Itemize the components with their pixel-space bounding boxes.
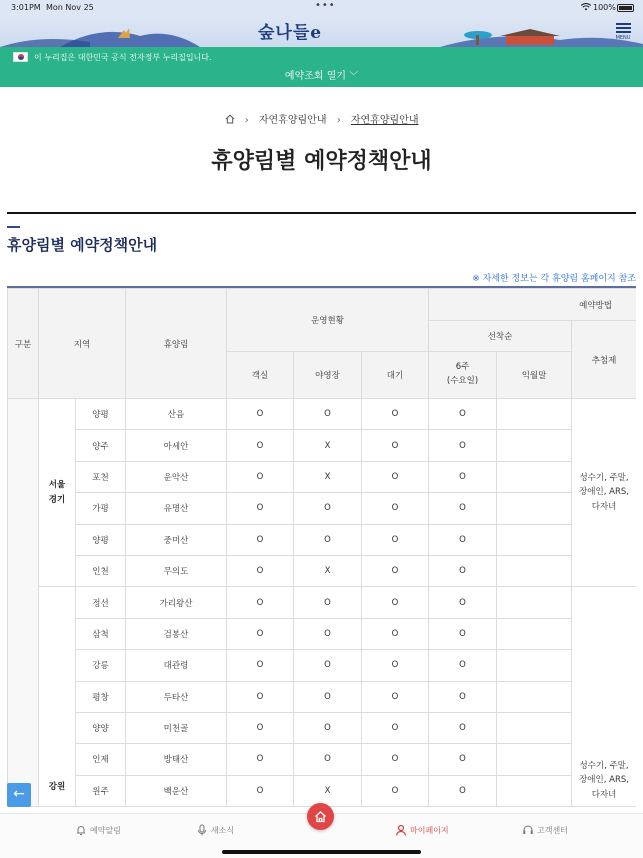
area-cell: 삼척 [76, 618, 126, 649]
person-icon [395, 824, 407, 836]
standby-cell: O [362, 775, 429, 806]
menu-label: MENU [615, 35, 631, 41]
chevron-right-icon: › [336, 115, 341, 126]
wifi-icon [581, 3, 591, 13]
forest-cell: 중미산 [126, 524, 227, 555]
forest-cell: 운악산 [126, 461, 227, 492]
area-cell: 정선 [76, 587, 126, 618]
table-row [8, 524, 637, 555]
table-row [8, 493, 637, 524]
header-operation: 운영현황 [227, 289, 429, 352]
header-six-week-sub: (수요일) [446, 376, 479, 386]
policy-table [7, 288, 636, 807]
room-cell: O [227, 430, 294, 461]
table-row [8, 430, 637, 461]
camp-cell: O [294, 744, 362, 775]
camp-cell: X [294, 775, 362, 806]
six-week-cell: O [429, 555, 497, 586]
header-room: 객실 [227, 352, 294, 399]
next-month-cell [497, 399, 572, 430]
area-cell: 가평 [76, 493, 126, 524]
policy-table-container[interactable] [7, 286, 636, 814]
gov-banner-text: 이 누리집은 대한민국 공식 전자정부 누리집입니다. [34, 53, 212, 62]
six-week-cell: O [429, 712, 497, 743]
breadcrumb-current[interactable]: 자연휴양림안내 [350, 115, 419, 126]
forest-cell: 유명산 [126, 493, 227, 524]
next-month-cell [497, 650, 572, 681]
room-cell: O [227, 681, 294, 712]
next-month-cell [497, 555, 572, 586]
chevron-right-icon: › [244, 115, 249, 126]
notice-text: ※ 자세한 정보는 각 휴양림 홈페이지 참조 [472, 274, 636, 284]
nav-label: 고객센터 [537, 826, 568, 835]
region-cell: 서울 경기 [39, 399, 76, 587]
multitask-dots-icon[interactable]: ••• [315, 0, 336, 11]
method-cell: 성수기, 주말, 장애인, ARS, 다자녀 [572, 587, 636, 807]
standby-cell: O [362, 744, 429, 775]
next-month-cell [497, 681, 572, 712]
section-title: 휴양림별 예약정책안내 [7, 236, 158, 254]
table-row [8, 618, 637, 649]
table-row [8, 555, 637, 586]
standby-cell: O [362, 587, 429, 618]
table-row [8, 461, 637, 492]
camp-cell: O [294, 712, 362, 743]
home-indicator[interactable] [222, 850, 421, 854]
camp-cell: X [294, 461, 362, 492]
camp-cell: O [294, 524, 362, 555]
header-standby: 대기 [362, 352, 429, 399]
bell-icon [75, 824, 87, 836]
room-cell: O [227, 555, 294, 586]
site-header [0, 16, 643, 47]
header-next-month: 익월말 [497, 352, 572, 399]
table-row [8, 587, 637, 618]
room-cell: O [227, 524, 294, 555]
standby-cell: O [362, 555, 429, 586]
korean-flag-icon [13, 52, 28, 62]
status-date: Mon Nov 25 [46, 3, 94, 12]
menu-button[interactable] [613, 21, 633, 45]
room-cell: O [227, 618, 294, 649]
standby-cell: O [362, 681, 429, 712]
nav-label: 마이페이지 [410, 826, 449, 835]
six-week-cell: O [429, 775, 497, 806]
six-week-cell: O [429, 681, 497, 712]
room-cell: O [227, 399, 294, 430]
next-month-cell [497, 618, 572, 649]
area-cell: 포천 [76, 461, 126, 492]
standby-cell: O [362, 650, 429, 681]
microphone-icon [196, 824, 208, 836]
nav-item-reservation-alerts[interactable] [75, 824, 121, 836]
camp-cell: O [294, 618, 362, 649]
next-month-cell [497, 587, 572, 618]
header-six-week-label: 6주 [455, 362, 470, 373]
table-row [8, 399, 637, 430]
next-month-cell [497, 775, 572, 806]
area-cell: 양양 [76, 712, 126, 743]
header-gubun: 구분 [8, 289, 39, 399]
divider [7, 212, 636, 214]
six-week-cell: O [429, 618, 497, 649]
battery-icon [617, 4, 634, 12]
forest-cell: 대관령 [126, 650, 227, 681]
six-week-cell: O [429, 650, 497, 681]
area-cell: 양평 [76, 399, 126, 430]
standby-cell: O [362, 618, 429, 649]
table-row [8, 744, 637, 775]
nav-item-mypage[interactable] [395, 824, 449, 836]
back-button[interactable]: ← [7, 783, 31, 807]
room-cell: O [227, 493, 294, 524]
camp-cell: X [294, 430, 362, 461]
six-week-cell: O [429, 461, 497, 492]
six-week-cell: O [429, 493, 497, 524]
header-method: 예약방법 [429, 289, 636, 321]
next-month-cell [497, 744, 572, 775]
room-cell: O [227, 744, 294, 775]
home-icon[interactable] [225, 114, 235, 124]
camp-cell: X [294, 555, 362, 586]
forest-cell: 산음 [126, 399, 227, 430]
area-cell: 강릉 [76, 650, 126, 681]
six-week-cell: O [429, 524, 497, 555]
area-cell: 인천 [76, 555, 126, 586]
next-month-cell [497, 430, 572, 461]
nav-item-news[interactable] [196, 824, 234, 836]
hamburger-icon [616, 23, 631, 25]
hamburger-icon-bar [616, 27, 631, 29]
reservation-lookup-toggle[interactable] [0, 67, 643, 82]
camp-cell: O [294, 493, 362, 524]
section-accent [7, 226, 20, 228]
area-cell: 양평 [76, 524, 126, 555]
gov-banner [0, 47, 643, 87]
camp-cell: O [294, 681, 362, 712]
forest-cell: 방태산 [126, 744, 227, 775]
table-row [8, 775, 637, 806]
standby-cell: O [362, 712, 429, 743]
gubun-cell [8, 399, 39, 807]
room-cell: O [227, 775, 294, 806]
six-week-cell: O [429, 587, 497, 618]
standby-cell: O [362, 461, 429, 492]
standby-cell: O [362, 524, 429, 555]
header-forest: 휴양림 [126, 289, 227, 399]
table-row [8, 712, 637, 743]
room-cell: O [227, 712, 294, 743]
area-cell: 인제 [76, 744, 126, 775]
chevron-down-icon: ﹀ [349, 72, 359, 82]
area-cell: 평창 [76, 681, 126, 712]
table-body [8, 399, 637, 807]
site-logo[interactable]: 숲나들e [258, 23, 323, 43]
standby-cell: O [362, 399, 429, 430]
header-lottery: 추첨제 [572, 321, 636, 399]
table-row [8, 681, 637, 712]
camp-cell: O [294, 399, 362, 430]
room-cell: O [227, 587, 294, 618]
nav-item-customer-center[interactable] [522, 824, 568, 836]
six-week-cell: O [429, 744, 497, 775]
area-cell: 양주 [76, 430, 126, 461]
room-cell: O [227, 461, 294, 492]
six-week-cell: O [429, 399, 497, 430]
home-button[interactable] [307, 803, 334, 830]
status-bar [0, 0, 643, 16]
method-cell: 성수기, 주말, 장애인, ARS, 다자녀 [572, 399, 636, 587]
header-first-come: 선착순 [429, 321, 572, 352]
table-row [8, 650, 637, 681]
room-cell: O [227, 650, 294, 681]
next-month-cell [497, 461, 572, 492]
breadcrumb [0, 111, 643, 126]
forest-cell: 무의도 [126, 555, 227, 586]
breadcrumb-item[interactable]: 자연휴양림안내 [258, 115, 327, 126]
region-cell: 강원 [39, 587, 76, 807]
reservation-lookup-label: 예약조회 열기 [284, 71, 347, 82]
forest-cell: 두타산 [126, 681, 227, 712]
area-cell: 원주 [76, 775, 126, 806]
camp-cell: O [294, 650, 362, 681]
battery-percent: 100% [593, 3, 616, 12]
page-title: 휴양림별 예약정책안내 [211, 149, 432, 174]
standby-cell: O [362, 493, 429, 524]
forest-cell: 미천골 [126, 712, 227, 743]
forest-cell: 검봉산 [126, 618, 227, 649]
forest-cell: 아세안 [126, 430, 227, 461]
forest-cell: 백운산 [126, 775, 227, 806]
header-camp: 야영장 [294, 352, 362, 399]
standby-cell: O [362, 430, 429, 461]
camp-cell: O [294, 587, 362, 618]
next-month-cell [497, 493, 572, 524]
next-month-cell [497, 524, 572, 555]
next-month-cell [497, 712, 572, 743]
nav-label: 예약알림 [90, 826, 121, 835]
headset-icon [522, 824, 534, 836]
status-time: 3:01PM [11, 3, 41, 12]
header-six-week [429, 352, 497, 399]
home-icon [314, 810, 327, 823]
nav-label: 새소식 [211, 826, 235, 835]
six-week-cell: O [429, 430, 497, 461]
hamburger-icon-bar [616, 31, 631, 33]
header-region: 지역 [39, 289, 126, 399]
forest-cell: 가리왕산 [126, 587, 227, 618]
